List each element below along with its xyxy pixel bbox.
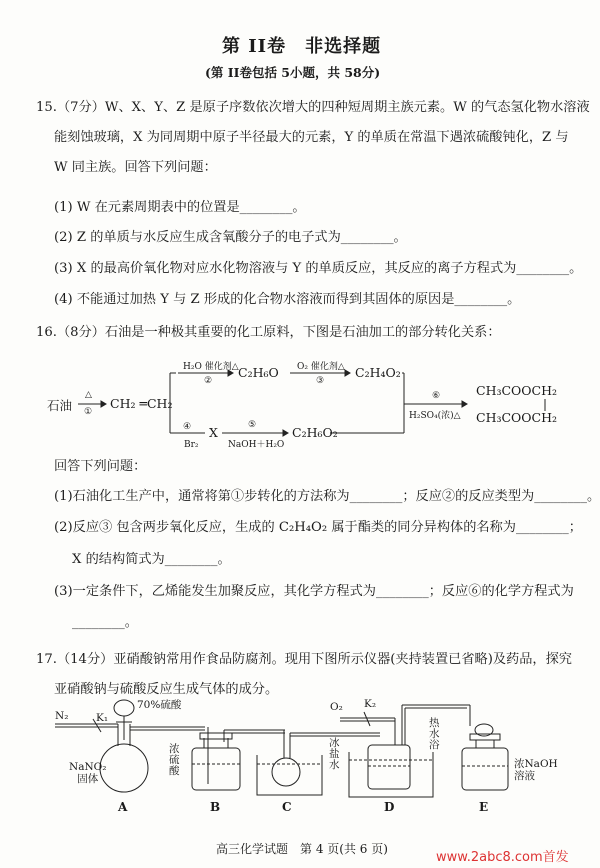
scheme-step4-num: ④ xyxy=(183,422,192,432)
scheme-step2-cond: H₂O 催化剂△ xyxy=(183,362,239,372)
label-apparatus-d: D xyxy=(384,800,395,814)
watermark-text: www.2abc8.com首发 xyxy=(436,850,569,865)
scheme-step6-num: ⑥ xyxy=(432,391,441,401)
scheme-step4-cond: Br₂ xyxy=(184,440,199,450)
section-title: 第 II卷 非选择题 xyxy=(222,36,382,57)
scheme-ethylene: CH₂ ═CH₂ xyxy=(110,396,173,411)
label-nano2-line1: NaNO₂ xyxy=(69,761,107,773)
label-ice-2: 盐 xyxy=(329,748,340,760)
label-k2: K₂ xyxy=(364,698,377,710)
label-conc-acid-1: 浓 xyxy=(169,743,180,755)
q15-sub-2: (2) Z 的单质与水反应生成含氧酸分子的电子式为________。 xyxy=(54,230,407,245)
scheme-ethanol: C₂H₆O xyxy=(238,365,279,380)
q16-sub-3: (3)一定条件下，乙烯能发生加聚反应，其化学方程式为________；反应⑥的化学方程式为 xyxy=(54,584,574,599)
label-apparatus-b: B xyxy=(210,800,221,814)
label-hot-1: 热 xyxy=(429,717,440,729)
label-k1: K₁ xyxy=(96,712,109,724)
label-hot-water xyxy=(429,718,440,751)
label-naoh-line1: 浓NaOH xyxy=(514,758,558,770)
scheme-acetic-acid: C₂H₄O₂ xyxy=(355,365,401,380)
scheme-step3-num: ③ xyxy=(316,376,325,386)
scheme-step3-cond: O₂ 催化剂△ xyxy=(297,362,345,372)
q16-sub-2: (2)反应③ 包含两步氧化反应，生成的 C₂H₄O₂ 属于酯类的同分异构体的名称为________； xyxy=(54,520,582,535)
q16-sub-2b: X 的结构简式为________。 xyxy=(72,552,231,567)
scheme-ester-bottom: CH₃COOCH₂ xyxy=(476,410,558,425)
scheme-step6-cond: H₂SO₄(浓)△ xyxy=(409,411,461,421)
label-ice-1: 冰 xyxy=(329,737,340,749)
q15-line-3: W 同主族。回答下列问题： xyxy=(54,160,217,175)
q17-line-1: 17.（14分）亚硝酸钠常用作食品防腐剂。现用下图所示仪器(夹持装置已省略)及药品，探究 xyxy=(36,652,572,667)
scheme-glycol: C₂H₆O₂ xyxy=(292,425,338,440)
scheme-step1-num: ① xyxy=(84,407,93,417)
q15-sub-1: (1) W 在元素周期表中的位置是________。 xyxy=(54,200,306,215)
scheme-step5-num: ⑤ xyxy=(248,420,257,430)
scheme-x: X xyxy=(209,425,218,440)
page-footer: 高三化学试题 第 4 页(共 6 页) xyxy=(216,842,388,856)
scheme-petroleum: 石油 xyxy=(47,398,73,413)
label-apparatus-a: A xyxy=(118,800,128,814)
label-ice-3: 水 xyxy=(329,759,340,771)
label-conc-acid-3: 酸 xyxy=(169,765,180,777)
label-n2: N₂ xyxy=(55,710,69,722)
scheme-ester-top: CH₃COOCH₂ xyxy=(476,383,558,398)
scheme-step1-cond: △ xyxy=(85,390,92,400)
label-apparatus-c: C xyxy=(282,800,292,814)
q17-line-2: 亚硝酸钠与硫酸反应生成气体的成分。 xyxy=(54,682,279,697)
q16-intro: 16.（8分）石油是一种极其重要的化工原料，下图是石油加工的部分转化关系： xyxy=(36,325,501,340)
q15-sub-4: (4) 不能通过加热 Y 与 Z 形成的化合物水溶液而得到其固体的原因是________。 xyxy=(54,292,521,307)
label-conc-acid xyxy=(169,744,180,777)
label-conc-acid-2: 硫 xyxy=(169,754,180,766)
q16-sub-3b: ________。 xyxy=(72,615,138,630)
label-apparatus-e: E xyxy=(479,800,489,814)
q16-sub-1: (1)石油化工生产中，通常将第①步转化的方法称为________；反应②的反应类型为________。 xyxy=(54,489,600,504)
label-hot-3: 浴 xyxy=(429,739,440,751)
label-naoh xyxy=(514,758,558,782)
label-naoh-line2: 溶液 xyxy=(514,770,535,782)
scheme-step5-cond: NaOH＋H₂O xyxy=(228,440,285,450)
label-acid: 70%硫酸 xyxy=(137,699,182,711)
label-hot-2: 水 xyxy=(429,728,440,740)
label-ice-brine xyxy=(329,738,340,771)
label-nano2-line2: 固体 xyxy=(77,773,99,785)
q15-line-1: 15.（7分）W、X、Y、Z 是原子序数依次增大的四种短周期主族元素。W 的气态氢化物水溶液 xyxy=(36,100,590,115)
label-nano2 xyxy=(69,761,106,785)
section-subtitle: (第 II卷包括 5小题，共 58分) xyxy=(205,65,381,80)
q15-sub-3: (3) X 的最高价氧化物对应水化物溶液与 Y 的单质反应，其反应的离子方程式为________。 xyxy=(54,261,583,276)
label-o2: O₂ xyxy=(330,701,343,713)
scheme-step2-num: ② xyxy=(204,376,213,386)
q16-answer-intro: 回答下列问题： xyxy=(54,459,147,474)
q15-line-2: 能刻蚀玻璃，X 为同周期中原子半径最大的元素，Y 的单质在常温下遇浓硫酸钝化，Z 与 xyxy=(54,130,569,145)
